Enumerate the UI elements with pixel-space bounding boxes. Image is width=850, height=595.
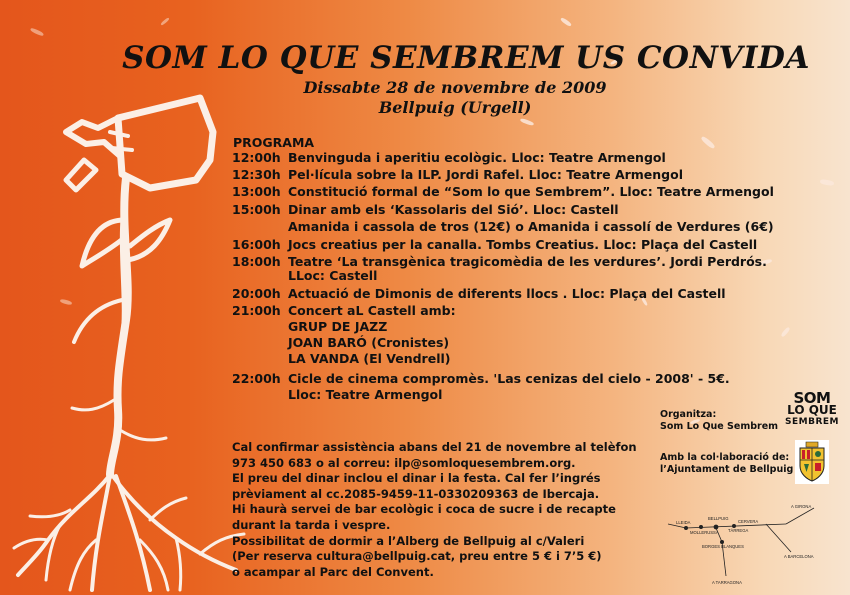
program-item-detail: JOAN BARÓ (Cronistes) [288, 335, 450, 350]
program-item-detail: LLoc: Castell [288, 268, 378, 283]
program-heading: PROGRAMA [233, 135, 315, 150]
map-road [786, 508, 814, 524]
program-text: Actuació de Dimonis de diferents llocs . Lloc: Plaça del Castell [288, 286, 726, 301]
info-line: Hi haurà servei de bar ecològic i coca de sucre i de recapte [232, 502, 616, 517]
seedling-illustration [0, 70, 250, 595]
logo-line: LO QUE [787, 403, 837, 417]
paper-speck [820, 179, 835, 186]
program-text: Cicle de cinema compromès. 'Las cenizas del cielo - 2008' - 5€. [288, 371, 730, 386]
event-place: Bellpuig (Urgell) [378, 98, 532, 117]
program-text: Benvinguda i aperitiu ecològic. Lloc: Teatre Armengol [288, 150, 666, 165]
program-item [232, 183, 774, 201]
info-line: (Per reserva cultura@bellpuig.cat, preu entre 5 € i 7’5 €) [232, 549, 602, 564]
paper-speck [160, 17, 170, 26]
paper-speck [560, 17, 572, 27]
map-label: A TARRAGONA [712, 580, 742, 585]
info-line: prèviament al cc.2085-9459-11-0330209363 de Ibercaja. [232, 486, 600, 501]
som-lo-que-sembrem-logo [785, 389, 839, 428]
program-text: Dinar amb els ‘Kassolaris del Sió’. Lloc: Castell [288, 202, 619, 217]
organizer-name: Som Lo Que Sembrem [660, 421, 779, 432]
map-label: TÀRREGA [728, 528, 749, 533]
bellpuig-coat-of-arms-icon [795, 440, 829, 484]
program-time: 16:00h [232, 237, 281, 252]
info-line: Cal confirmar assistència abans del 21 de novembre al telèfon [232, 440, 637, 454]
program-text: Constitució formal de “Som lo que Sembrem”. Lloc: Teatre Armengol [288, 184, 774, 199]
paper-speck [520, 118, 535, 127]
program-item [232, 201, 619, 219]
collaborator-label: Amb la col·laboració de: [660, 452, 790, 463]
location-map [646, 500, 846, 592]
program-text: Pel·lícula sobre la ILP. Jordi Rafel. Lloc: Teatre Armengol [288, 167, 684, 182]
logo-line: SEMBREM [785, 417, 839, 427]
paper-speck [30, 27, 44, 37]
map-label: LLEIDA [676, 520, 691, 525]
map-label: BELLPUIG [708, 516, 729, 521]
map-label: A GIRONA [791, 504, 812, 509]
info-line: o acampar al Parc del Convent. [232, 564, 434, 579]
map-label: MOLLERUSSA [690, 530, 719, 535]
info-line: Possibilitat de dormir a l’Alberg de Bellpuig al c/Valeri [232, 533, 585, 548]
program-time: 12:00h [232, 150, 281, 165]
program-time: 15:00h [232, 202, 281, 217]
program-time: 18:00h [232, 254, 281, 269]
info-line: El preu del dinar inclou el dinar i la festa. Cal fer l’ingrés [232, 471, 601, 486]
program-time: 13:00h [232, 184, 281, 199]
paper-speck [780, 327, 790, 338]
program-text: Teatre ‘La transgènica tragicomèdia de les verdures’. Jordi Perdrós. [288, 254, 767, 269]
logo-line: SOM [793, 389, 831, 407]
map-label: A BARCELONA [784, 554, 814, 559]
program-time: 20:00h [232, 286, 281, 301]
program-item-detail: LA VANDA (El Vendrell) [288, 351, 451, 366]
map-town-dot [714, 525, 719, 530]
program-item [232, 166, 683, 184]
practical-info [232, 440, 652, 580]
poster-title: SOM LO QUE SEMBREM US CONVIDA [122, 40, 810, 76]
collaborator-name: l’Ajuntament de Bellpuig [660, 464, 794, 475]
program-text: Jocs creatius per la canalla. Tombs Creatius. Lloc: Plaça del Castell [288, 237, 758, 252]
program-item [232, 149, 666, 167]
program-item [232, 285, 726, 303]
info-line: durant la tarda i vespre. [232, 517, 391, 532]
organizer-label: Organitza: [660, 409, 717, 420]
program-item-detail: Lloc: Teatre Armengol [288, 387, 443, 402]
map-road [766, 524, 791, 552]
paper-speck [700, 135, 715, 149]
map-label: BORGES BLANQUES [702, 544, 744, 549]
info-line: 973 450 683 o al correu: ilp@somloquesembrem.org. [232, 455, 576, 470]
event-date: Dissabte 28 de novembre de 2009 [303, 78, 607, 97]
program-time: 22:00h [232, 371, 281, 386]
program-item-detail: GRUP DE JAZZ [288, 319, 388, 334]
program-time: 21:00h [232, 303, 281, 318]
map-label: CERVERA [738, 519, 759, 524]
program-text: Concert aL Castell amb: [288, 303, 456, 318]
program-item [232, 236, 757, 254]
program-item-detail: Amanida i cassola de tros (12€) o Amanida i cassolí de Verdures (6€) [288, 219, 774, 234]
map-town-dot [699, 525, 703, 529]
map-town-dot [684, 526, 688, 530]
program-time: 12:30h [232, 167, 281, 182]
